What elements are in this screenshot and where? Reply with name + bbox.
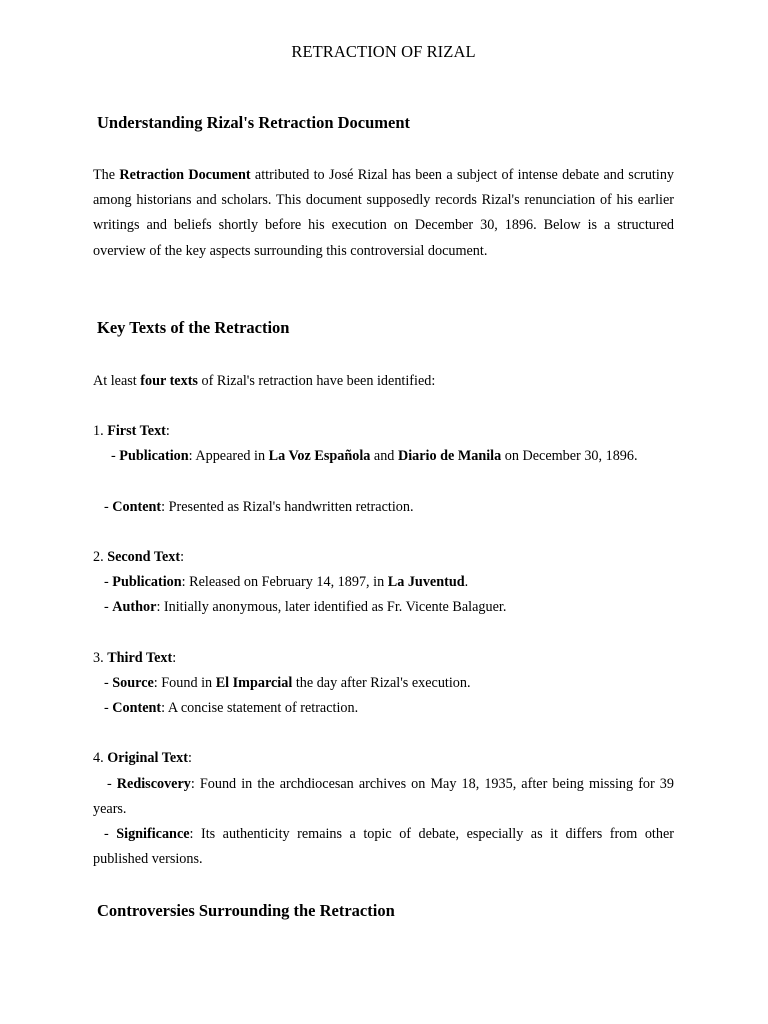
original-text-rediscovery: - Rediscovery: Found in the archdiocesan archives on May 18, 1935, after being missing for 39 years. [93,776,674,818]
key-texts-lead: At least four texts of Rizal's retraction have been identified: [93,373,436,389]
first-text-publication: - Publication: Appeared in La Voz Española and Diario de Manila on December 30, 1896. [111,448,638,464]
intro-paragraph: The Retraction Document attributed to José Rizal has been a subject of intense debate and scrutiny among historians and scholars. This document supposedly records Rizal's renunciation of his earlier writings and beliefs shortly before his execution on December 30, 1896. Below is a structured overview of the key aspects surrounding this controversial document. [93,167,675,259]
section-heading-understanding: Understanding Rizal's Retraction Document [97,113,411,132]
list-item-third-text: 3. Third Text: [93,650,177,666]
term-retraction-document: Retraction Document [119,167,251,183]
list-item-second-text: 2. Second Text: [93,549,185,565]
third-text-source: - Source: Found in El Imparcial the day after Rizal's execution. [104,675,471,691]
document-title: RETRACTION OF RIZAL [291,42,476,61]
first-text-content: - Content: Presented as Rizal's handwritten retraction. [104,499,414,515]
second-text-publication: - Publication: Released on February 14, 1897, in La Juventud. [104,574,469,590]
section-heading-key-texts: Key Texts of the Retraction [97,318,290,337]
third-text-content: - Content: A concise statement of retraction. [104,700,359,716]
section-heading-controversies: Controversies Surrounding the Retraction [97,901,395,920]
original-text-significance: - Significance: Its authenticity remains a topic of debate, especially as it differs from other published versions. [93,826,674,868]
list-item-first-text: 1. First Text: [93,423,170,439]
second-text-author: - Author: Initially anonymous, later identified as Fr. Vicente Balaguer. [104,599,507,615]
list-item-original-text: 4. Original Text: [93,750,192,766]
